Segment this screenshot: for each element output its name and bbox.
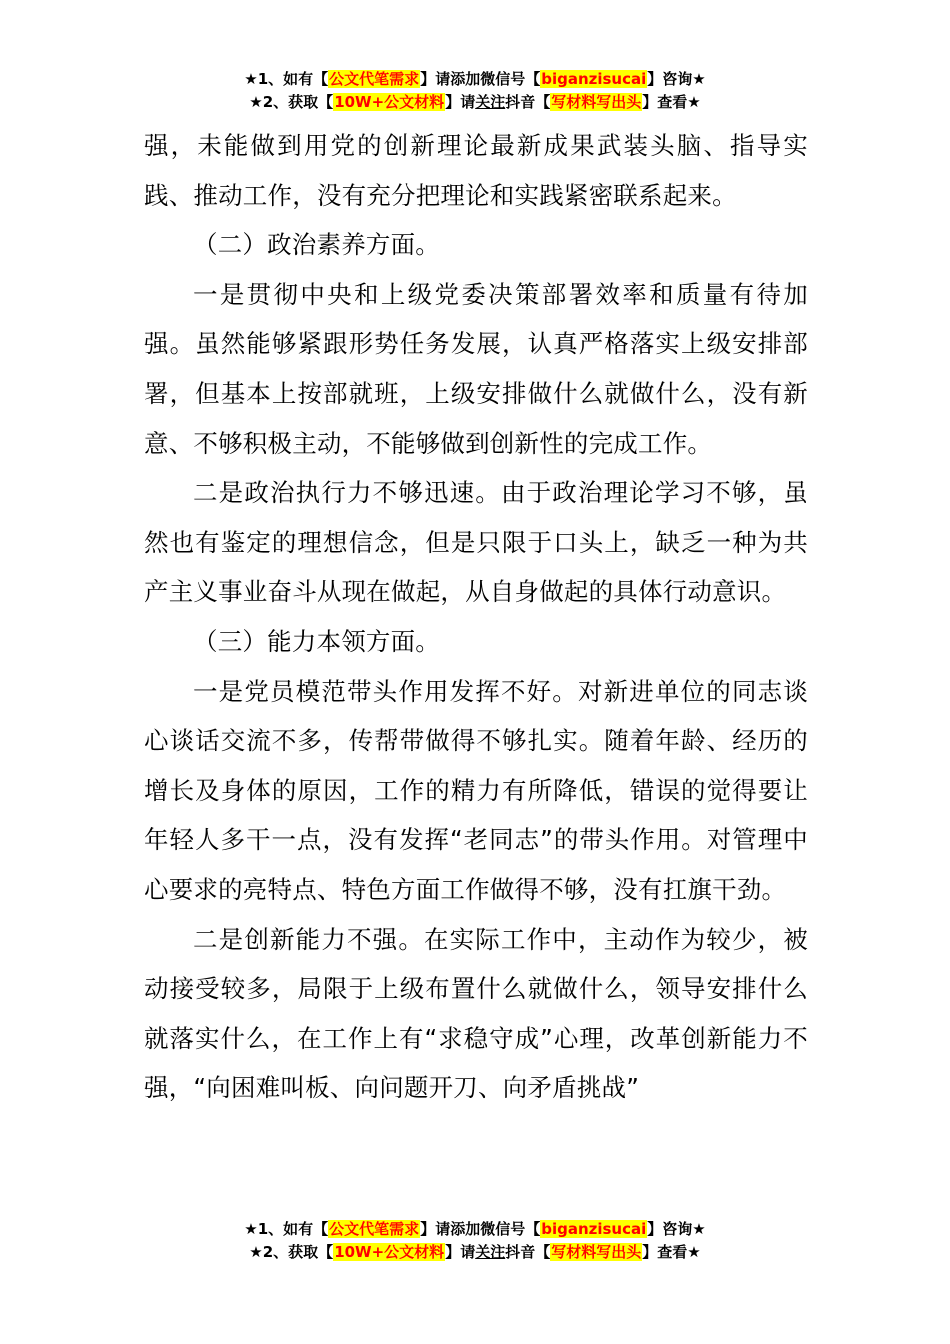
section-heading: （三）能力本领方面。 [193,626,440,656]
header-banner [0,68,950,114]
banner-text: 】请 [445,93,476,111]
paragraph-continuation: 强，未能做到用党的创新理论最新成果武装头脑、指导实践、推动工作，没有充分把理论和实践紧密联系起来。 [144,131,808,210]
paragraph: 二是政治执行力不够迅速。由于政治理论学习不够，虽然也有鉴定的理想信念，但是只限于口头上，缺乏一种为共产主义事业奋斗从现在做起，从自身做起的具体行动意识。 [144,478,808,607]
banner-text: 】请添加微信号【 [420,1220,541,1238]
banner-text: ★1、如有【 [244,1220,329,1238]
banner-text: 】查看★ [642,93,701,111]
highlight-materials: 10W+公文材料 [334,1243,445,1261]
document-body [144,121,808,1113]
highlight-materials: 10W+公文材料 [334,93,445,111]
highlight-wechat-id: biganzisucai [541,1220,647,1238]
header-banner-line-2 [0,91,950,114]
banner-text: 抖音【 [505,1243,551,1261]
banner-text: 】咨询★ [647,70,706,88]
highlight-service: 公文代笔需求 [329,1220,420,1238]
banner-underlined-text: 关注 [475,1243,506,1261]
footer-banner-line-2 [0,1241,950,1264]
highlight-douyin-account: 写材料写出头 [551,1243,642,1261]
banner-text: ★2、获取【 [249,1243,334,1261]
highlight-douyin-account: 写材料写出头 [551,93,642,111]
banner-text: 】查看★ [642,1243,701,1261]
banner-text: 抖音【 [505,93,551,111]
highlight-service: 公文代笔需求 [329,70,420,88]
banner-text: 】请添加微信号【 [420,70,541,88]
banner-text: 】咨询★ [647,1220,706,1238]
section-heading: （二）政治素养方面。 [193,230,440,260]
header-banner-line-1 [0,68,950,91]
paragraph: 一是党员模范带头作用发挥不好。对新进单位的同志谈心谈话交流不多，传帮带做得不够扎实。随着年龄、经历的增长及身体的原因，工作的精力有所降低，错误的觉得要让年轻人多干一点，没有发挥“老同志”的带头作用。对管理中心要求的亮特点、特色方面工作做得不够，没有扛旗干劲。 [144,676,808,904]
banner-text: ★2、获取【 [249,93,334,111]
banner-text: 】请 [445,1243,476,1261]
paragraph: 一是贯彻中央和上级党委决策部署效率和质量有待加强。虽然能够紧跟形势任务发展，认真严格落实上级安排部署，但基本上按部就班，上级安排做什么就做什么，没有新意、不够积极主动，不能够做到创新性的完成工作。 [144,279,808,458]
footer-banner-line-1 [0,1218,950,1241]
footer-banner [0,1218,950,1264]
banner-text: ★1、如有【 [244,70,329,88]
highlight-wechat-id: biganzisucai [541,70,647,88]
banner-underlined-text: 关注 [475,93,506,111]
paragraph: 二是创新能力不强。在实际工作中，主动作为较少，被动接受较多，局限于上级布置什么就做什么，领导安排什么就落实什么，在工作上有“求稳守成”心理，改革创新能力不强，“向困难叫板、向问题开刀、向矛盾挑战” [144,924,808,1103]
